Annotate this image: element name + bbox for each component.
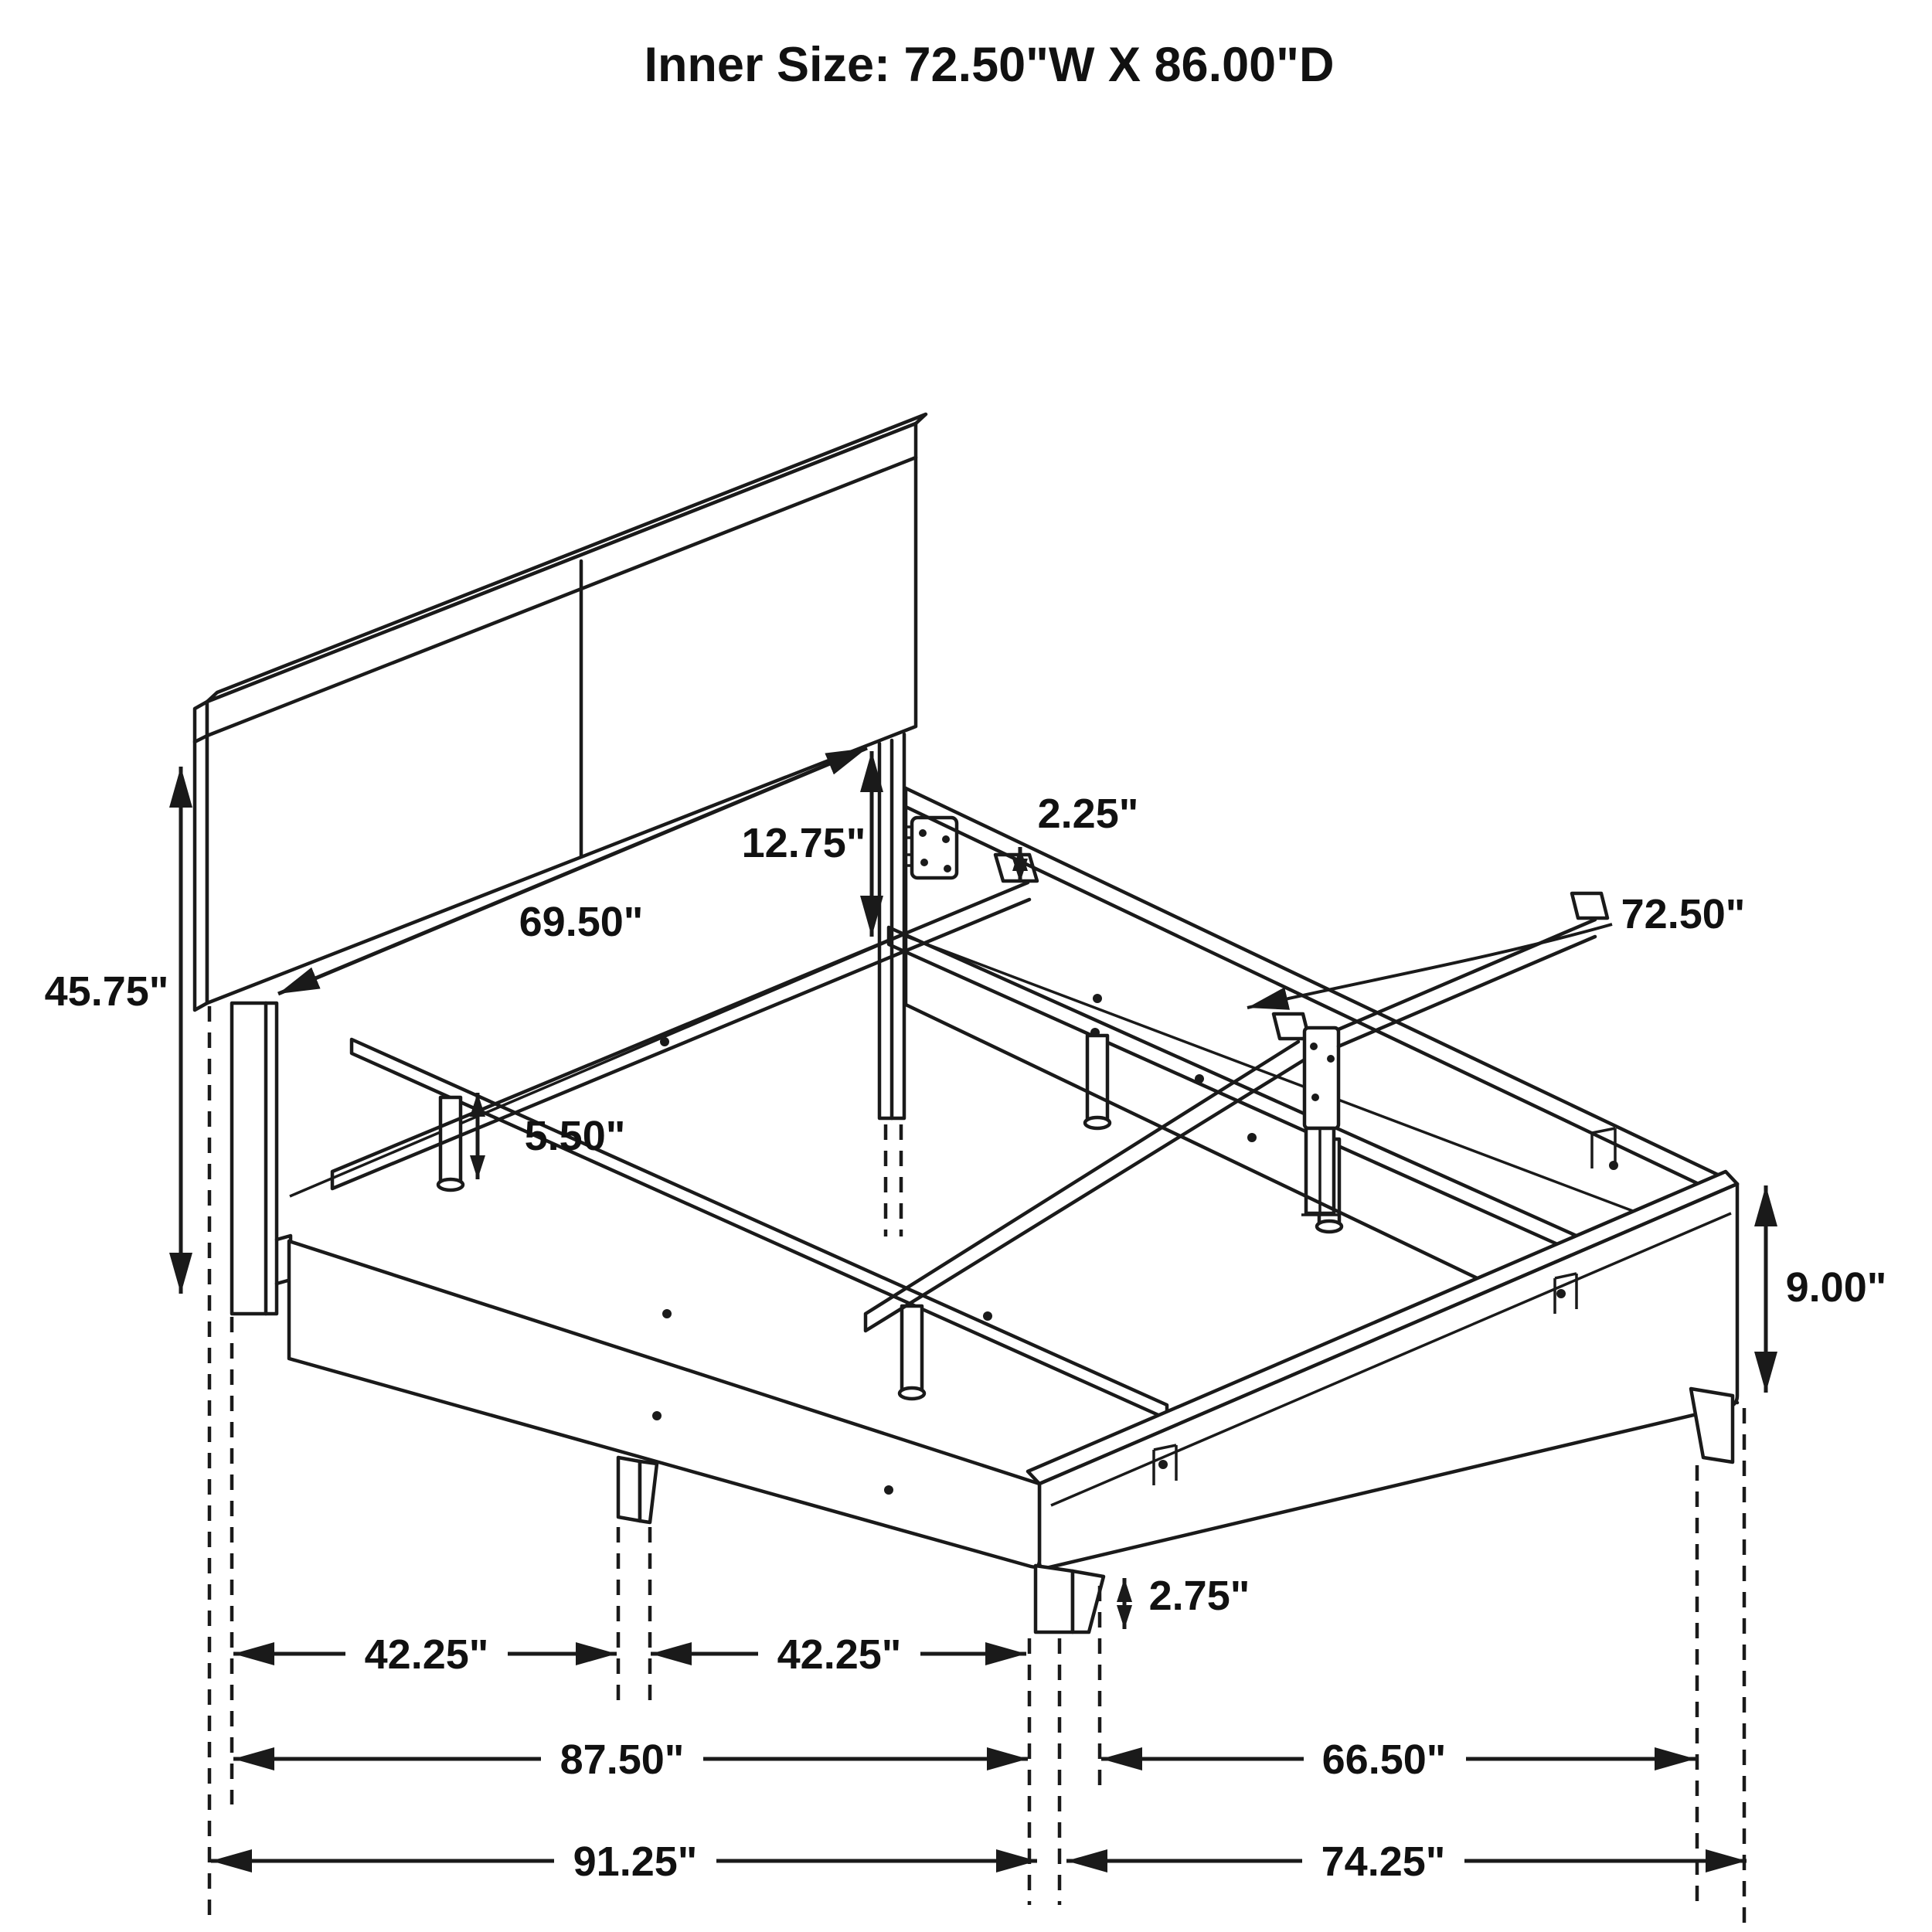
dim-label-headboard-width: 69.50" bbox=[519, 899, 644, 945]
mid-leg-left bbox=[618, 1458, 657, 1522]
dim-label-headboard-height: 45.75" bbox=[44, 968, 169, 1015]
page-title: Inner Size: 72.50"W X 86.00"D bbox=[644, 38, 1335, 92]
dim-label-corner-leg-height: 2.75" bbox=[1148, 1573, 1250, 1619]
cross-rail-hook bbox=[1572, 893, 1607, 918]
support-leg-foot bbox=[438, 1179, 463, 1190]
dim-label-side-rail-height: 9.00" bbox=[1785, 1264, 1887, 1311]
support-leg bbox=[902, 1306, 922, 1389]
support-leg-foot bbox=[1085, 1117, 1110, 1128]
dim-label-rail-gap: 2.25" bbox=[1037, 791, 1139, 837]
dim-label-span-mid-to-foot: 42.25" bbox=[777, 1631, 902, 1678]
dim-label-span-outer-length: 91.25" bbox=[573, 1838, 698, 1885]
dim-label-span-inner-length: 87.50" bbox=[560, 1736, 685, 1783]
support-leg bbox=[1087, 1036, 1107, 1119]
support-leg-foot bbox=[900, 1388, 924, 1399]
dim-label-span-head-to-mid: 42.25" bbox=[364, 1631, 489, 1678]
support-leg-foot bbox=[1317, 1221, 1342, 1232]
dim-label-span-foot-width-inner: 66.50" bbox=[1321, 1736, 1447, 1783]
dim-label-support-leg-height: 5.50" bbox=[524, 1113, 626, 1159]
dim-label-cross-rail-length: 72.50" bbox=[1621, 891, 1746, 937]
dim-label-leg-exposed: 12.75" bbox=[741, 820, 866, 866]
headboard-side-edge bbox=[195, 702, 207, 1010]
dim-label-span-foot-width-outer: 74.25" bbox=[1321, 1838, 1446, 1885]
center-bracket-plate bbox=[1304, 1028, 1338, 1128]
